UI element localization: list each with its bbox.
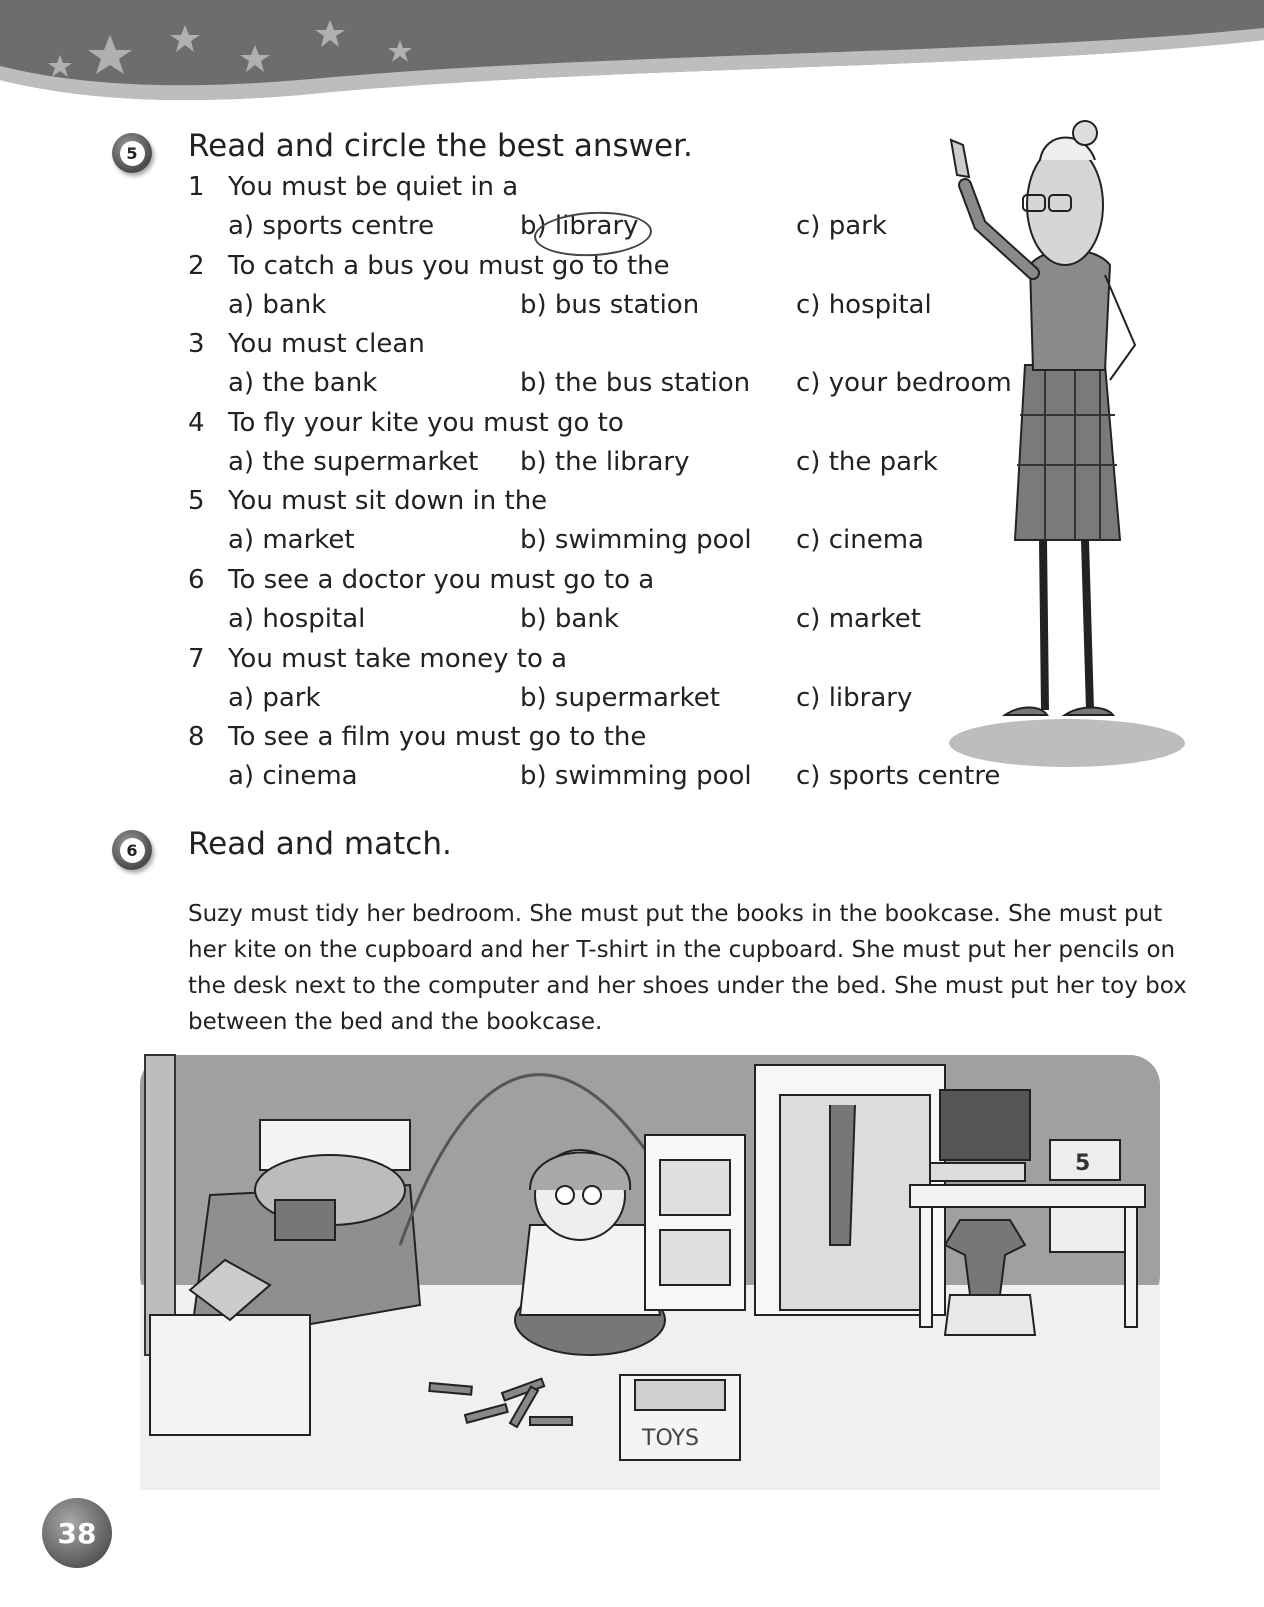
exercise-6-title: Read and match.: [188, 826, 452, 862]
page-number: 38: [42, 1498, 112, 1568]
toy-box-label: TOYS: [642, 1426, 699, 1451]
question-number: 7: [188, 643, 205, 674]
option-a[interactable]: a) cinema: [228, 761, 358, 792]
option-a[interactable]: a) hospital: [228, 604, 366, 634]
option-c[interactable]: c) sports centre: [796, 761, 1001, 792]
question-number: 2: [188, 250, 205, 281]
option-c[interactable]: c) market: [796, 604, 921, 634]
question-text: You must take money to a: [228, 643, 568, 674]
question-number: 4: [188, 407, 205, 438]
option-b[interactable]: b) the bus station: [520, 368, 751, 399]
option-b[interactable]: b) supermarket: [520, 682, 720, 713]
question-number: 8: [188, 722, 205, 753]
exercise-5-title: Read and circle the best answer.: [188, 128, 693, 164]
question-text: To see a film you must go to the: [228, 722, 647, 753]
option-a[interactable]: a) the supermarket: [228, 446, 479, 477]
option-c[interactable]: c) your bedroom: [796, 368, 1012, 399]
question-text: You must be quiet in a: [228, 172, 519, 202]
question-number: 1: [188, 172, 205, 202]
question-text: To fly your kite you must go to: [228, 407, 624, 438]
bedroom-illustration: [130, 1045, 1170, 1500]
question-number: 3: [188, 329, 205, 360]
question-text: To catch a bus you must go to the: [228, 250, 670, 281]
option-c[interactable]: c) hospital: [796, 289, 932, 320]
exercise-6-number: 6: [120, 838, 145, 863]
question-number: 6: [188, 565, 205, 595]
option-c[interactable]: c) park: [796, 211, 887, 241]
option-b[interactable]: b) swimming pool: [520, 761, 752, 792]
bookcase: [645, 1135, 745, 1310]
option-b[interactable]: b) swimming pool: [520, 525, 752, 556]
exercise-5-badge: [112, 133, 152, 173]
option-c[interactable]: c) the park: [796, 446, 938, 477]
question-text: To see a doctor you must go to a: [228, 565, 655, 595]
option-a[interactable]: a) market: [228, 525, 355, 556]
header-banner: [0, 0, 1264, 110]
exercise-5-number: 5: [120, 141, 145, 166]
question-text: You must clean: [228, 329, 425, 360]
option-b[interactable]: b) library: [520, 211, 639, 241]
option-b[interactable]: b) the library: [520, 446, 690, 477]
option-b[interactable]: b) bank: [520, 604, 619, 634]
option-c[interactable]: c) cinema: [796, 525, 924, 556]
toy-box: [620, 1375, 740, 1460]
option-b[interactable]: b) bus station: [520, 289, 700, 320]
option-a[interactable]: a) the bank: [228, 368, 378, 399]
teacher-illustration: [945, 115, 1190, 780]
question-number: 5: [188, 486, 205, 517]
question-text: You must sit down in the: [228, 486, 548, 517]
box-label: 5: [1075, 1151, 1091, 1176]
story-text: Suzy must tidy her bedroom. She must put the books in the bookcase. She must put her kite on the cupboard and her T-shirt in the cupboard. She must put her pencils on the desk next to the computer and her shoes under the bed. She must put her toy box between the bed and the bookcase.: [188, 901, 1187, 1035]
option-a[interactable]: a) bank: [228, 289, 327, 320]
option-a[interactable]: a) sports centre: [228, 211, 435, 241]
option-a[interactable]: a) park: [228, 682, 321, 713]
option-c[interactable]: c) library: [796, 682, 913, 713]
exercise-6-badge: [112, 830, 152, 870]
